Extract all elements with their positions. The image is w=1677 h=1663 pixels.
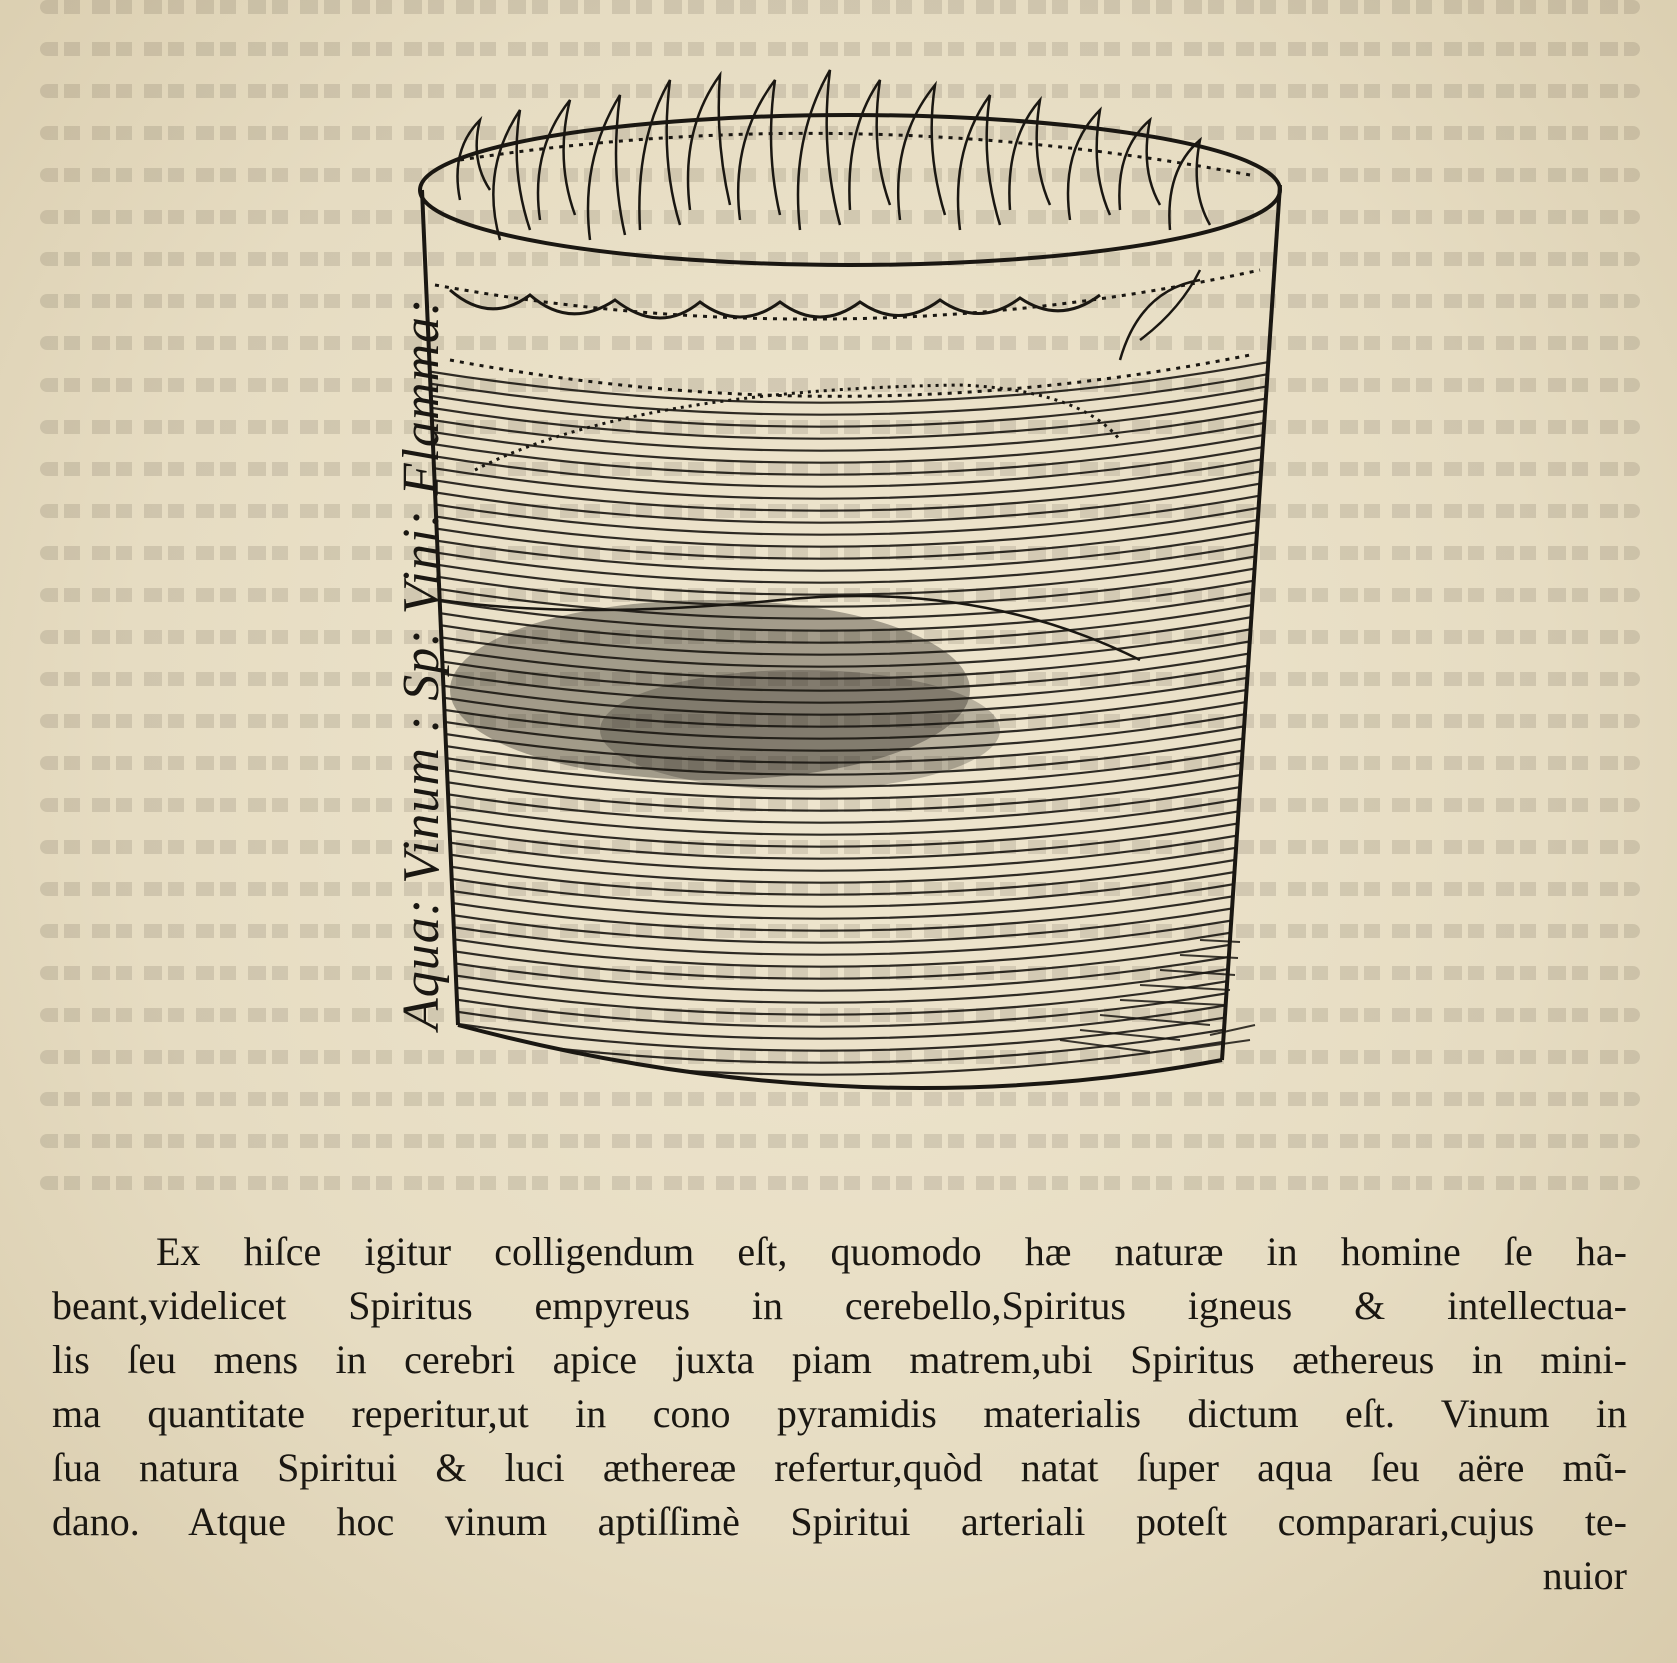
figure-caption-text: Aqua: Vinum : Sp: Vini: Flamma: <box>393 297 450 1030</box>
text-line: beant,videlicet Spiritus empyreus in cerebello,Spiritus igneus & intellectua- <box>52 1283 1627 1328</box>
text-line: dano. Atque hoc vinum aptiſſimè Spiritui arteriali poteſt comparari,cujus te- <box>52 1499 1627 1544</box>
flame-base <box>450 290 1100 318</box>
text-line: lis ſeu mens in cerebri apice juxta piam matrem,ubi Spiritus æthereus in mini- <box>52 1337 1627 1382</box>
catchword: nuior <box>1542 1553 1627 1598</box>
text-line: Ex hiſce igitur colligendum eſt, quomodo hæ naturæ in homine ſe ha- <box>156 1229 1627 1274</box>
text-line: ſua natura Spiritui & luci æthereæ refertur,quòd natat ſuper aqua ſeu aëre mũ- <box>52 1445 1627 1490</box>
figure-caption <box>392 50 452 1050</box>
body-text-block <box>52 1225 1627 1603</box>
liquid-hatching <box>420 360 1280 1075</box>
text-line: ma quantitate reperitur,ut in cono pyramidis materialis dictum eſt. Vinum in <box>52 1391 1627 1436</box>
beaker-woodcut-illustration <box>380 40 1340 1140</box>
